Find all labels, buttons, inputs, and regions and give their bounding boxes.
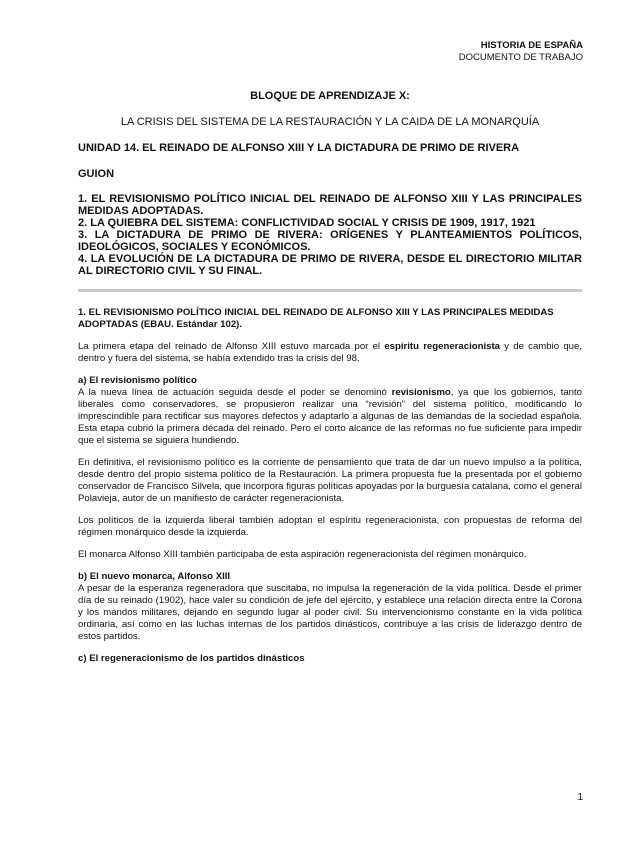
subsection-a-paragraph: Los políticos de la izquierda liberal también adoptan el espíritu regeneracionista, con propuestas de reforma del régimen monárquico desde la izquierda. bbox=[78, 515, 582, 538]
subsection-c-heading: c) El regeneracionismo de los partidos dinásticos bbox=[78, 653, 305, 664]
section-1-title: 1. EL REVISIONISMO POLÍTICO INICIAL DEL REINADO DE ALFONSO XIII Y LAS PRINCIPALES MEDIDAS ADOPTADAS (EBAU. Estándar 102). bbox=[78, 307, 554, 330]
subsection-b-paragraph: A pesar de la esperanza regeneradora que suscitaba, no impulsa la regeneración de la vida política. Desde el primer día de su reinado (1902), hace valer su condición de jefe del ejército, y establece una relación directa entre la Corona y los mandos militares, dejando en segundo lugar al poder civil. Su intervencionismo constante en la vida política ordinaria, así como en las luchas internas de los partidos dinásticos, contribuye a las crisis de liderazgo dentro de estos partidos. bbox=[78, 583, 582, 642]
outline-list bbox=[78, 193, 582, 277]
intro-emphasis: espíritu regeneracionista bbox=[384, 341, 500, 352]
section-1-intro bbox=[78, 341, 582, 365]
header-subject: HISTORIA DE ESPAÑA bbox=[480, 40, 583, 51]
subsection-a-paragraph bbox=[78, 387, 582, 447]
page-number: 1 bbox=[577, 792, 583, 803]
section-divider bbox=[78, 289, 582, 292]
document-header bbox=[459, 40, 583, 64]
outline-item: 3. LA DICTADURA DE PRIMO DE RIVERA: ORÍGENES Y PLANTEAMIENTOS POLÍTICOS, IDEOLÓGICOS, SOCIALES Y ECONÓMICOS. bbox=[78, 229, 582, 253]
subsection-b-heading: b) El nuevo monarca, Alfonso XIII bbox=[78, 571, 231, 582]
outline-item: 4. LA EVOLUCIÓN DE LA DICTADURA DE PRIMO DE RIVERA, DESDE EL DIRECTORIO MILITAR AL DIRECTORIO CIVIL Y SU FINAL. bbox=[78, 253, 582, 277]
outline-heading: GUION bbox=[78, 168, 115, 180]
unit-title: UNIDAD 14. EL REINADO DE ALFONSO XIII Y LA DICTADURA DE PRIMO DE RIVERA bbox=[78, 142, 520, 154]
document-body bbox=[78, 90, 582, 665]
bloque-title: BLOQUE DE APRENDIZAJE X: bbox=[250, 90, 410, 102]
paragraph-text: A la nueva línea de actuación seguida desde el poder se denominó bbox=[78, 387, 392, 398]
intro-text: La primera etapa del reinado de Alfonso XIII estuvo marcada por el bbox=[78, 341, 385, 352]
crisis-title: LA CRISIS DEL SISTEMA DE LA RESTAURACIÓN Y LA CAIDA DE LA MONARQUÍA bbox=[120, 116, 540, 128]
paragraph-emphasis: revisionismo bbox=[391, 387, 451, 398]
paragraph-text: , ya que los gobiernos, tanto liberales como conservadores, se propusieron realizar una “revisión” del sistema político, modificando lo imprescindible para rectificar sus mayores defectos y adaptarlo a algunas de las demandas de la sociedad española. Esta etapa cubrió la primera década del reinado. Pero el corto alcance de las reformas no fue suficiente para impedir que el sistema se siguiera hundiendo. bbox=[78, 387, 582, 446]
intro-text: y de cambio que, dentro y fuera del sistema, se había extendido tras la crisis del 98. bbox=[78, 341, 582, 364]
subsection-a-heading: a) El revisionismo político bbox=[78, 375, 197, 386]
header-doc-type: DOCUMENTO DE TRABAJO bbox=[458, 52, 583, 63]
subsection-a-paragraph: En definitiva, el revisionismo político es la corriente de pensamiento que trata de dar un nuevo impulso a la política, desde dentro del propio sistema político de la Restauración. La primera propuesta fue la presentada por el gobierno conservador de Francisco Silvela, que incorpora figuras políticas apoyadas por la burguesía catalana, como el general Polavieja, autor de un manifiesto de carácter regeneracionista. bbox=[78, 457, 582, 504]
outline-item: 1. EL REVISIONISMO POLÍTICO INICIAL DEL REINADO DE ALFONSO XIII Y LAS PRINCIPALES MEDIDAS ADOPTADAS. bbox=[78, 193, 582, 217]
outline-item: 2. LA QUIEBRA DEL SISTEMA: CONFLICTIVIDAD SOCIAL Y CRISIS DE 1909, 1917, 1921 bbox=[78, 217, 536, 229]
subsection-a-paragraph: El monarca Alfonso XIII también participaba de esta aspiración regeneracionista del régimen monárquico. bbox=[78, 549, 527, 560]
